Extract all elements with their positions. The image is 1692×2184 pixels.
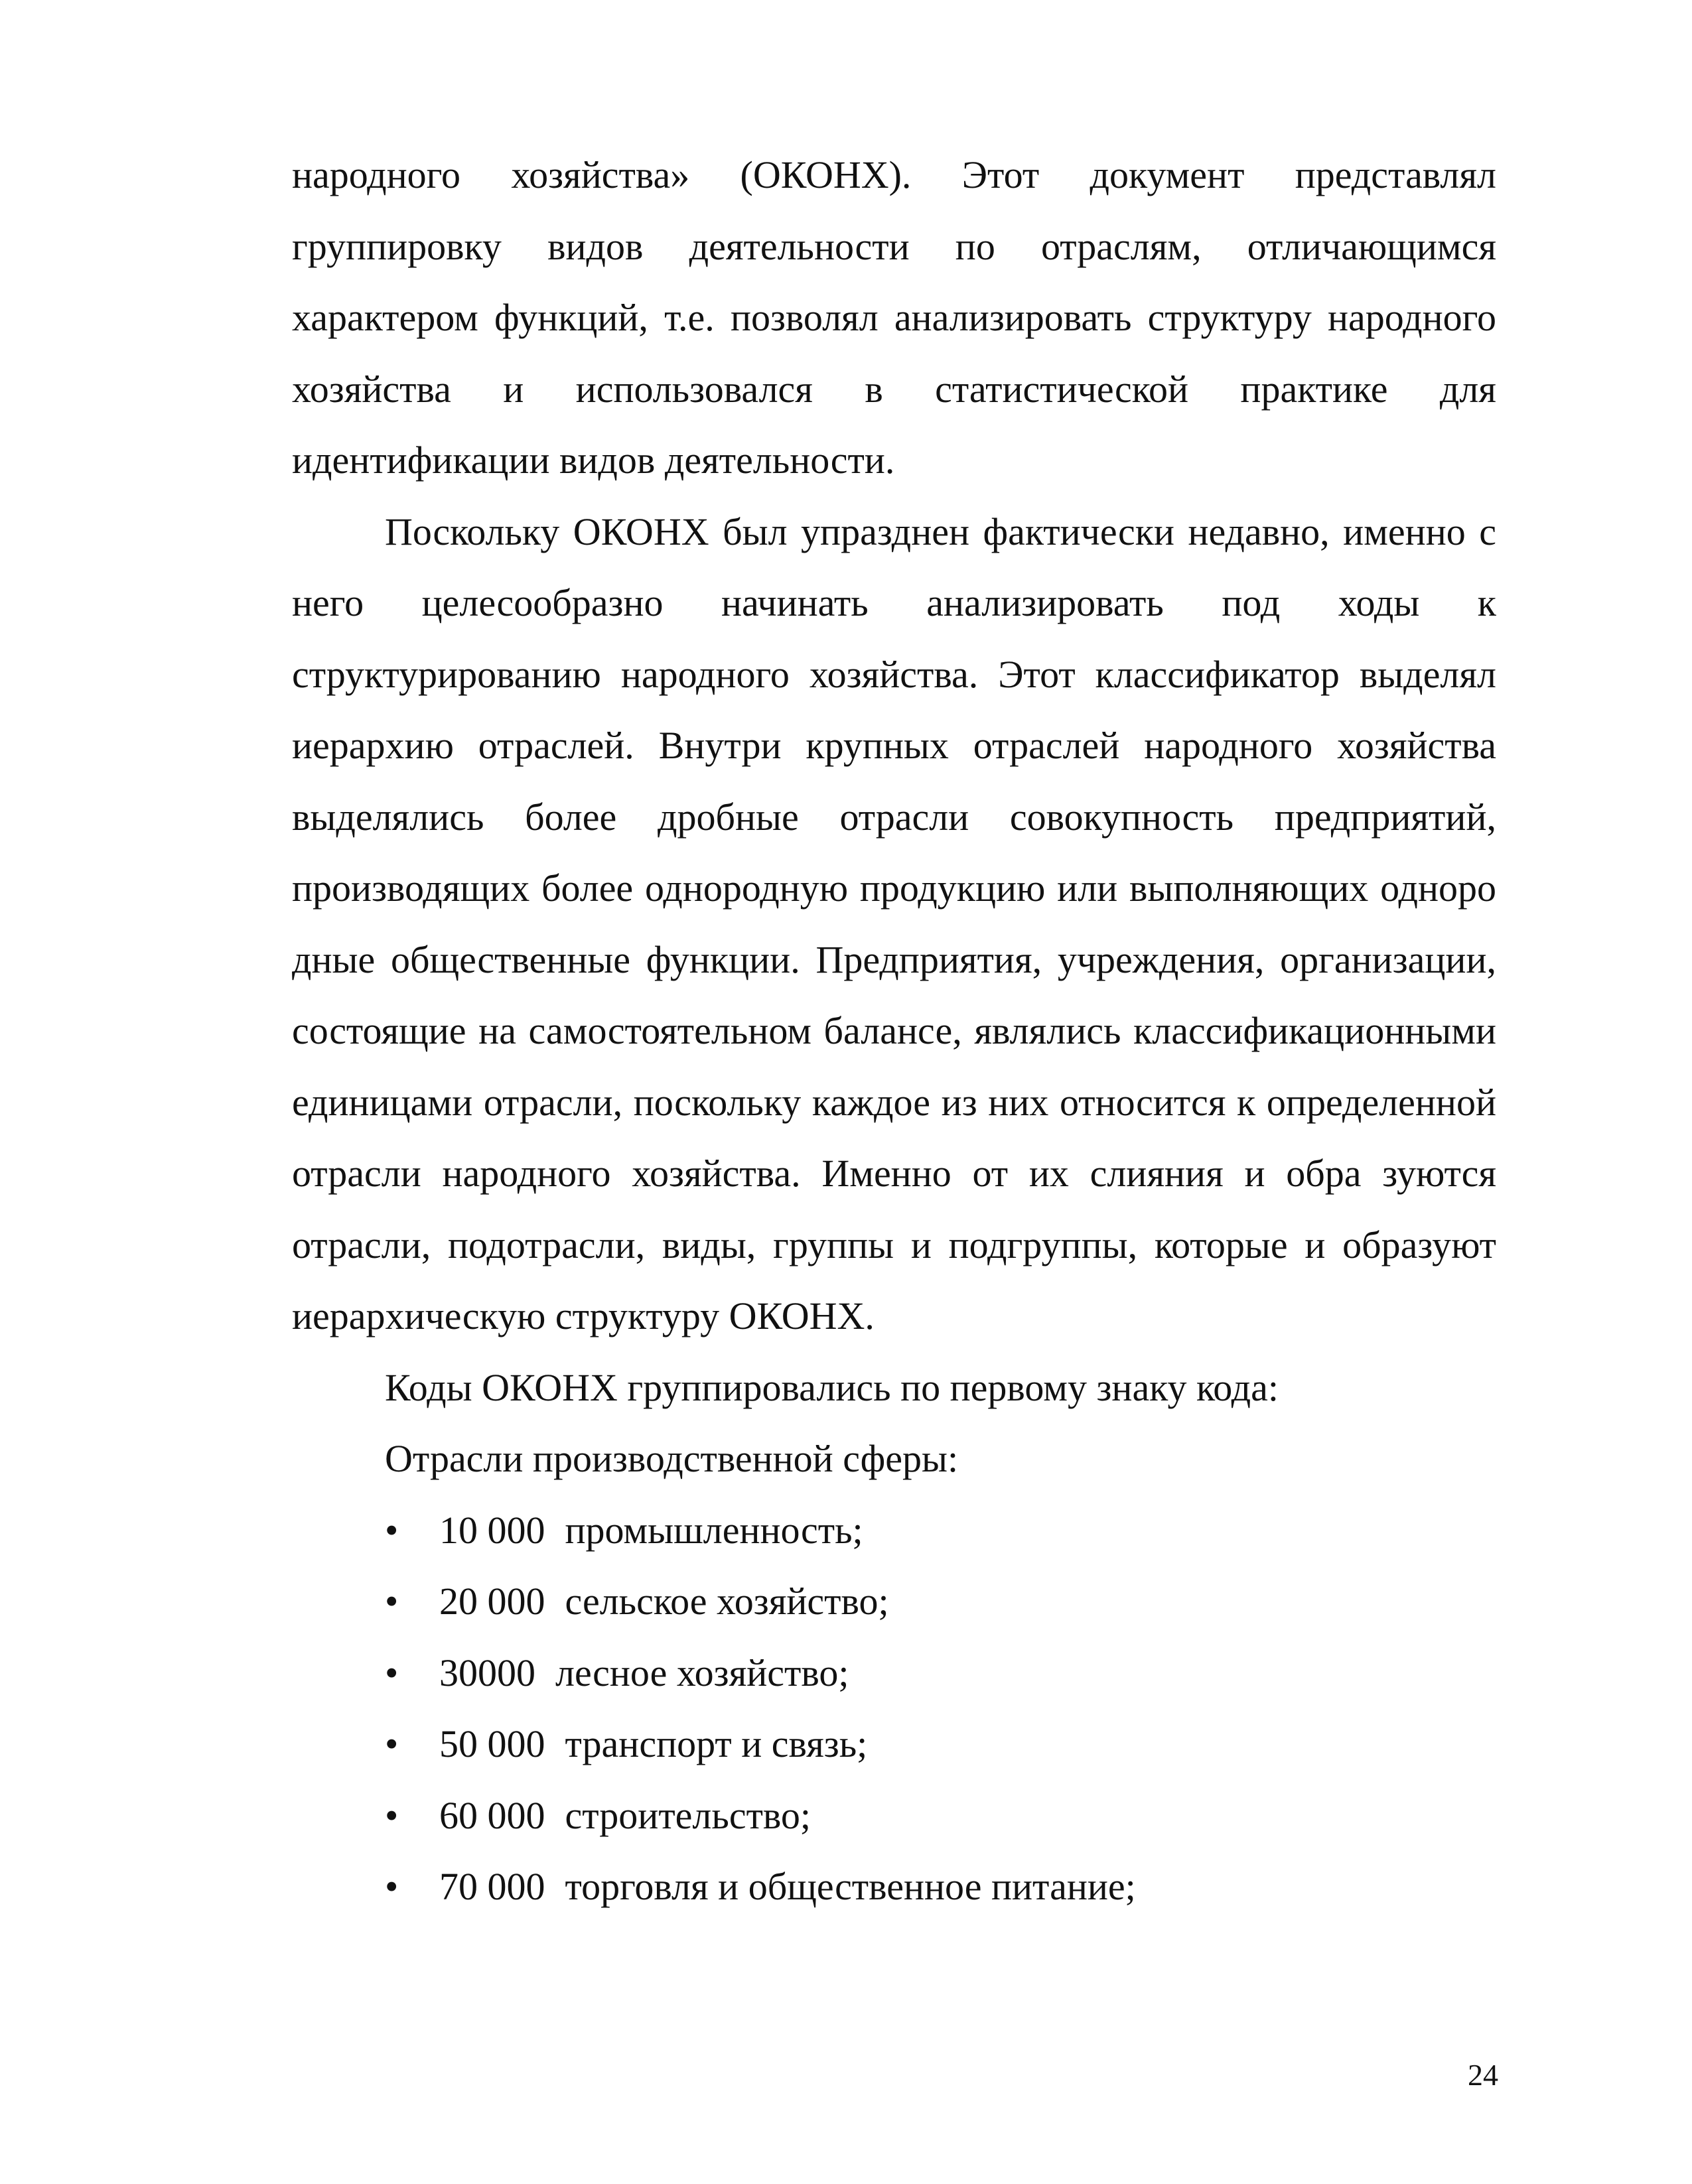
list-item [292, 1780, 1496, 1852]
sector-code: 20 000 [439, 1580, 545, 1623]
sector-label: торговля и общественное питание; [565, 1865, 1136, 1908]
sector-code: 60 000 [439, 1793, 545, 1837]
bullet-icon: • [385, 1793, 399, 1837]
bullet-icon: • [385, 1865, 399, 1908]
sector-code: 30000 [439, 1651, 535, 1694]
list-item [292, 1637, 1496, 1709]
list-item [292, 1708, 1496, 1780]
paragraph-okonh-definition: народного хозяйства» (ОКОНХ). Этот документ представлял группировку видов деятельности по отраслям, отличающимся характером функций, т.е. позволял анализировать структуру народного хозяйства и использовался в статистической практике для идентификации видов деятельности. [292, 153, 1496, 482]
sector-label: транспорт и связь; [565, 1722, 868, 1765]
sector-label: строительство; [565, 1793, 811, 1837]
list-item [292, 1851, 1496, 1923]
paragraph-production-sectors: Отрасли производственной сферы: [385, 1437, 959, 1480]
page-number: 24 [1468, 2058, 1498, 2092]
bullet-icon: • [385, 1651, 399, 1694]
paragraph-okonh-hierarchy: Поскольку ОКОНХ был упразднен фактически недавно, именно с него целесообразно начинать анализировать под ходы к структурированию народного хозяйства. Этот классификатор выделял иерархию отраслей. Внутри крупных отраслей народного хозяйства выделялись более дробные отрасли совокупность предприятий, производящих более однородную продукцию или выполняющих одноро дные общественные функции. Предприятия, учреждения, организации, состоящие на самостоятельном балансе, являлись классификационными единицами отрасли, поскольку каждое из них относится к определенной отрасли народного хозяйства. Именно от их слияния и обра зуются отрасли, подотрасли, виды, группы и подгруппы, которые и образуют иерархическую структуру ОКОНХ. [292, 510, 1496, 1337]
sector-list [292, 1495, 1496, 1923]
sector-code: 10 000 [439, 1508, 545, 1552]
sector-code: 70 000 [439, 1865, 545, 1908]
list-item [292, 1495, 1496, 1566]
paragraph-code-grouping: Коды ОКОНХ группировались по первому знаку кода: [385, 1365, 1279, 1409]
sector-label: сельское хозяйство; [565, 1580, 889, 1623]
list-item [292, 1566, 1496, 1637]
bullet-icon: • [385, 1508, 399, 1552]
sector-code: 50 000 [439, 1722, 545, 1765]
bullet-icon: • [385, 1580, 399, 1623]
body-text [292, 139, 1496, 1923]
sector-label: промышленность; [565, 1508, 863, 1552]
bullet-icon: • [385, 1722, 399, 1765]
sector-label: лесное хозяйство; [555, 1651, 849, 1694]
